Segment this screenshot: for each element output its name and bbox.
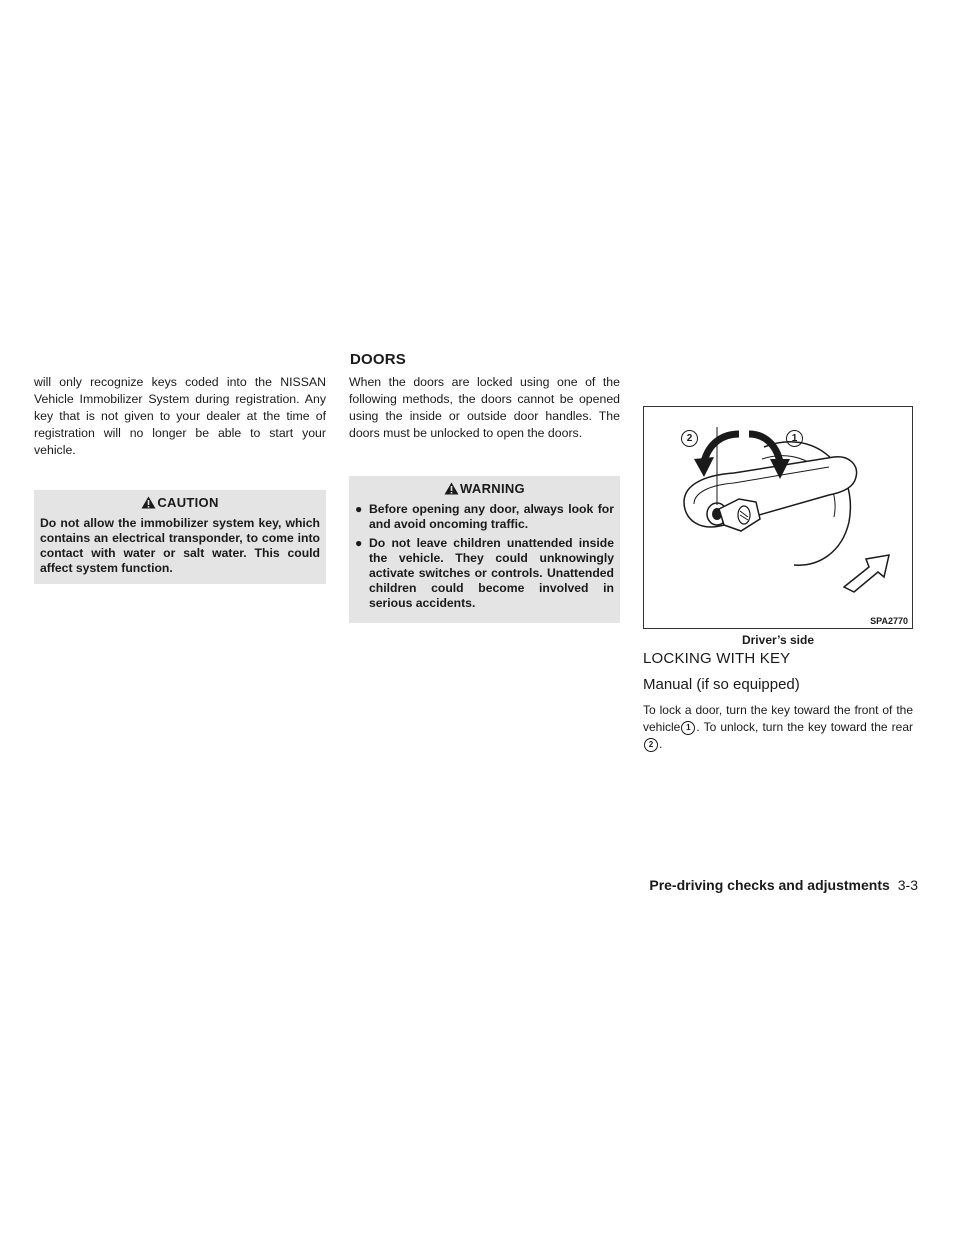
ref-1-icon: 1	[681, 721, 695, 735]
page-number: 3-3	[897, 877, 918, 893]
manual-heading: Manual (if so equipped)	[643, 676, 800, 693]
section-title: DOORS	[350, 351, 407, 368]
caution-text: Do not allow the immobilizer system key, which contains an electrical transponder, to come into contact with water or salt water. This could affect system function.	[40, 516, 320, 575]
bullet-dot-icon: ●	[355, 536, 363, 550]
page-footer	[649, 877, 918, 893]
warning-bullet	[355, 502, 614, 532]
lock-text-part2: . To unlock, turn the key toward the rear	[696, 720, 913, 734]
warning-triangle-icon	[444, 482, 459, 495]
immobilizer-paragraph: will only recognize keys coded into the NISSAN Vehicle Immobilizer System during registration. Any key that is not given to your dealer at the time of registration will no longer be able to start your vehicle.	[34, 375, 326, 457]
warning-bullet-text: Do not leave children unattended inside the vehicle. They could unknowingly activate switches or controls. Unattended children could become involved in serious accidents.	[369, 536, 614, 610]
warning-triangle-icon	[141, 496, 156, 509]
warning-title: WARNING	[460, 481, 525, 496]
doors-locked-paragraph: When the doors are locked using one of the following methods, the doors cannot be opened using the inside or outside door handles. The doors must be unlocked to open the doors.	[349, 375, 620, 440]
callout-1: 1	[785, 429, 804, 447]
footer-chapter-title: Pre-driving checks and adjustments	[649, 877, 890, 893]
caution-box	[34, 490, 326, 584]
warning-title-row	[355, 481, 614, 496]
caution-title-row	[40, 495, 320, 510]
bullet-dot-icon: ●	[355, 502, 363, 516]
lock-instructions	[643, 702, 913, 753]
locking-with-key-heading: LOCKING WITH KEY	[643, 650, 791, 667]
door-handle-illustration	[643, 406, 913, 629]
warning-bullet	[355, 536, 614, 611]
warning-bullet-text: Before opening any door, always look for and avoid oncoming traffic.	[369, 502, 614, 531]
ref-2-icon: 2	[644, 738, 658, 752]
callout-2: 2	[680, 429, 699, 447]
figure-caption: Driver’s side	[741, 633, 815, 647]
warning-box	[349, 476, 620, 623]
caution-title: CAUTION	[157, 495, 219, 510]
lock-text-part1: To lock a door, turn the key toward the front of the vehicle	[643, 703, 913, 734]
lock-text-part3: .	[659, 737, 663, 751]
figure-code: SPA2770	[870, 616, 908, 626]
